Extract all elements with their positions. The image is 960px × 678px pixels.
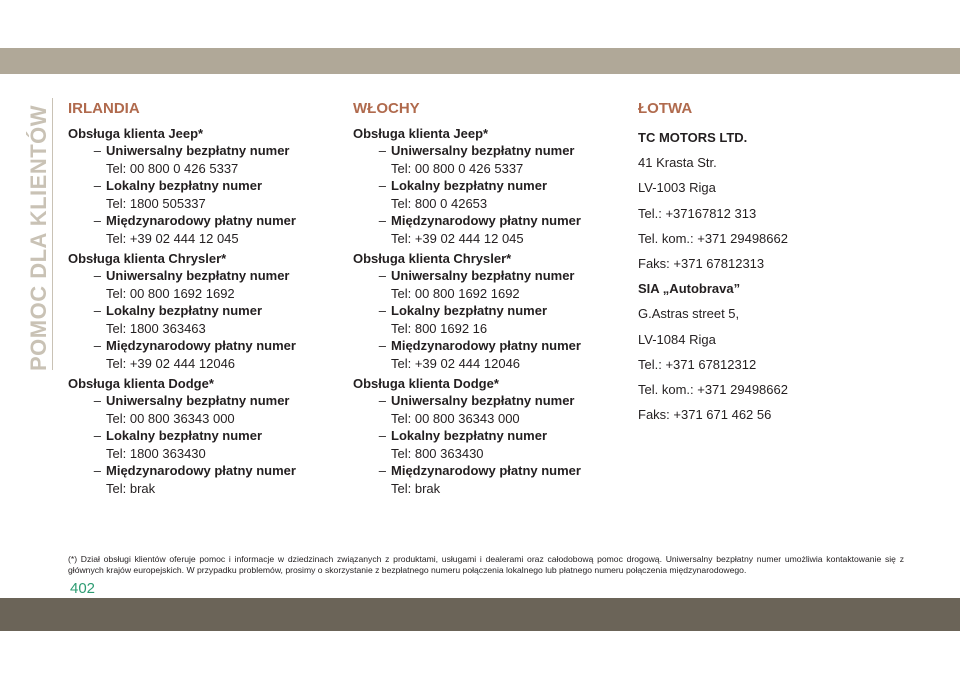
country-heading-ireland: IRLANDIA: [68, 100, 140, 117]
number-label: [353, 177, 623, 195]
number-label: [353, 462, 623, 480]
dash: –: [93, 303, 101, 318]
number-label-text: Lokalny bezpłatny numer: [391, 428, 548, 443]
address-line: LV-1084 Riga: [638, 331, 716, 347]
dash: –: [93, 268, 101, 283]
phone-number: Tel: 1800 363430: [106, 445, 206, 461]
number-label: [353, 337, 623, 355]
country-heading-latvia: ŁOTWA: [638, 100, 693, 117]
phone-number: Tel: brak: [391, 480, 441, 496]
number-label: [68, 392, 338, 410]
dash: –: [378, 463, 386, 478]
phone-number: Tel: +39 02 444 12 045: [106, 230, 239, 246]
number-label: [68, 337, 338, 355]
top-header-band: [0, 48, 960, 74]
number-label-text: Lokalny bezpłatny numer: [106, 178, 263, 193]
phone-number: Tel: 00 800 0 426 5337: [106, 160, 239, 176]
dash: –: [378, 428, 386, 443]
number-label: [68, 302, 338, 320]
phone-number: Tel: 800 1692 16: [391, 320, 488, 336]
mobile-line: Tel. kom.: +371 29498662: [638, 230, 788, 246]
dash: –: [378, 143, 386, 158]
group-title: Obsługa klienta Jeep*: [68, 126, 204, 141]
column-ireland: [68, 100, 338, 500]
chrysler-service-group: [353, 250, 623, 372]
mobile-line: Tel. kom.: +371 29498662: [638, 381, 788, 397]
number-label-text: Uniwersalny bezpłatny numer: [106, 268, 290, 283]
address-line: 41 Krasta Str.: [638, 155, 717, 171]
phone-number: Tel: brak: [106, 480, 156, 496]
dash: –: [93, 428, 101, 443]
phone-number: Tel: 00 800 36343 000: [391, 410, 520, 426]
phone-number: Tel: 00 800 1692 1692: [106, 285, 235, 301]
jeep-service-group: [68, 125, 338, 247]
dash: –: [378, 393, 386, 408]
page-number: 402: [70, 580, 96, 597]
phone-number: Tel: 00 800 0 426 5337: [391, 160, 524, 176]
dash: –: [93, 178, 101, 193]
dash: –: [93, 338, 101, 353]
dash: –: [378, 268, 386, 283]
number-label: [353, 212, 623, 230]
group-title: Obsługa klienta Dodge*: [68, 376, 214, 391]
chrysler-service-group: [68, 250, 338, 372]
number-label: [68, 427, 338, 445]
number-label-text: Międzynarodowy płatny numer: [106, 463, 296, 478]
phone-number: Tel: 800 0 42653: [391, 195, 488, 211]
number-label: [68, 212, 338, 230]
dash: –: [93, 213, 101, 228]
jeep-service-group: [353, 125, 623, 247]
phone-number: Tel: 1800 505337: [106, 195, 206, 211]
group-title: Obsługa klienta Dodge*: [353, 376, 499, 391]
phone-line: Tel.: +37167812 313: [638, 205, 757, 221]
phone-number: Tel: +39 02 444 12046: [391, 355, 521, 371]
number-label-text: Uniwersalny bezpłatny numer: [106, 393, 290, 408]
side-divider: [52, 98, 53, 370]
number-label: [353, 142, 623, 160]
number-label-text: Lokalny bezpłatny numer: [106, 428, 263, 443]
section-side-title: [26, 102, 52, 374]
dash: –: [378, 303, 386, 318]
number-label-text: Lokalny bezpłatny numer: [106, 303, 263, 318]
group-title: Obsługa klienta Chrysler*: [353, 251, 512, 266]
number-label: [68, 142, 338, 160]
footnote: (*) Dział obsługi klientów oferuje pomoc i informacje w dziedzinach związanych z produktami, usługami i dealerami oraz całodobową pomoc drogową. Uniwersalny bezpłatny numer umożliwia kontaktowanie się z głównych krajów europejskich. W przypadku problemów, prosimy o skorzystanie z bezpłatnego numeru połączenia lokalnego lub płatnego numeru połączenia międzynarodowego.: [68, 554, 904, 575]
number-label-text: Międzynarodowy płatny numer: [391, 213, 581, 228]
number-label: [68, 177, 338, 195]
number-label-text: Uniwersalny bezpłatny numer: [391, 143, 575, 158]
company-name: SIA „Autobrava”: [638, 281, 741, 297]
fax-line: Faks: +371 671 462 56: [638, 407, 772, 423]
phone-number: Tel: 00 800 1692 1692: [391, 285, 520, 301]
number-label-text: Uniwersalny bezpłatny numer: [391, 268, 575, 283]
phone-number: Tel: +39 02 444 12 045: [391, 230, 524, 246]
number-label-text: Międzynarodowy płatny numer: [391, 463, 581, 478]
dash: –: [93, 463, 101, 478]
dash: –: [378, 178, 386, 193]
column-latvia: [638, 100, 918, 431]
number-label-text: Lokalny bezpłatny numer: [391, 178, 548, 193]
phone-number: Tel: 00 800 36343 000: [106, 410, 235, 426]
number-label: [353, 427, 623, 445]
bottom-footer-band: [0, 598, 960, 631]
dodge-service-group: [353, 375, 623, 497]
dash: –: [378, 213, 386, 228]
phone-line: Tel.: +371 67812312: [638, 356, 757, 372]
phone-number: Tel: 800 363430: [391, 445, 484, 461]
number-label-text: Międzynarodowy płatny numer: [391, 338, 581, 353]
phone-number: Tel: 1800 363463: [106, 320, 206, 336]
number-label: [353, 392, 623, 410]
dodge-service-group: [68, 375, 338, 497]
column-italy: [353, 100, 623, 500]
number-label-text: Uniwersalny bezpłatny numer: [391, 393, 575, 408]
group-title: Obsługa klienta Chrysler*: [68, 251, 227, 266]
number-label-text: Międzynarodowy płatny numer: [106, 213, 296, 228]
number-label-text: Międzynarodowy płatny numer: [106, 338, 296, 353]
group-title: Obsługa klienta Jeep*: [353, 126, 489, 141]
dash: –: [378, 338, 386, 353]
number-label: [68, 267, 338, 285]
number-label-text: Lokalny bezpłatny numer: [391, 303, 548, 318]
number-label: [353, 267, 623, 285]
number-label-text: Uniwersalny bezpłatny numer: [106, 143, 290, 158]
dash: –: [93, 143, 101, 158]
section-side-title-text: POMOC DLA KLIENTÓW: [26, 104, 51, 372]
country-heading-italy: WŁOCHY: [353, 100, 420, 117]
number-label: [353, 302, 623, 320]
address-line: LV-1003 Riga: [638, 180, 716, 196]
dash: –: [93, 393, 101, 408]
address-line: G.Astras street 5,: [638, 306, 740, 322]
phone-number: Tel: +39 02 444 12046: [106, 355, 236, 371]
fax-line: Faks: +371 67812313: [638, 255, 765, 271]
number-label: [68, 462, 338, 480]
company-name: TC MOTORS LTD.: [638, 130, 748, 145]
